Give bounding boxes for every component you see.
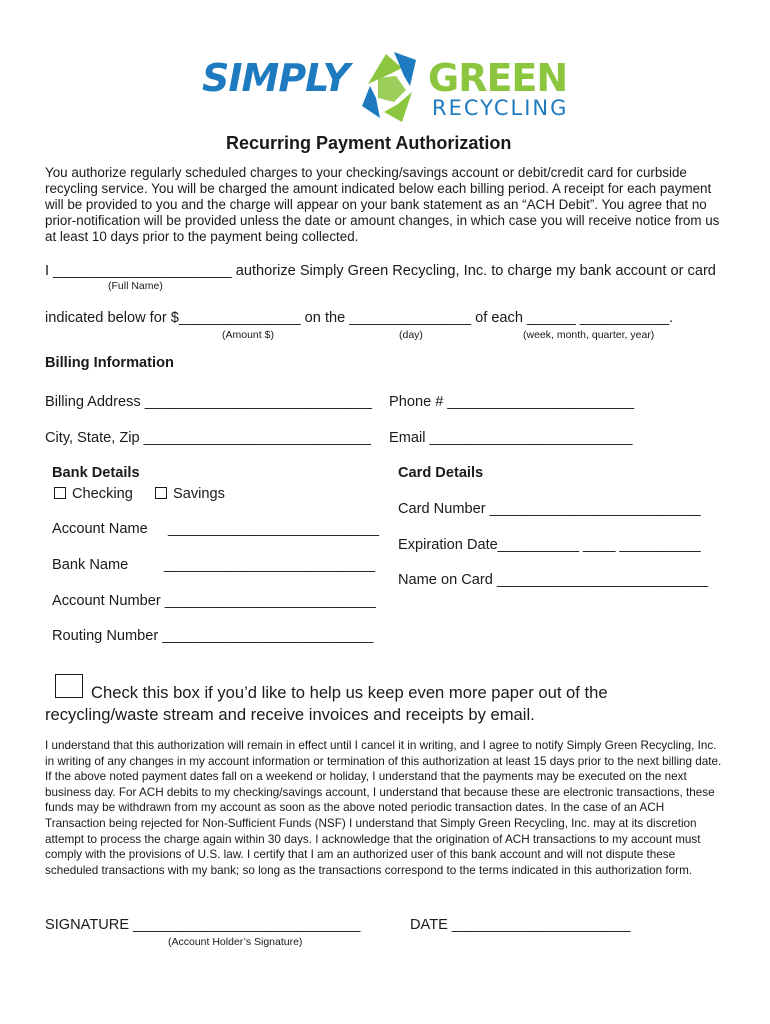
savings-label: Savings bbox=[173, 486, 225, 502]
account-name-field[interactable]: __________________________ bbox=[168, 521, 380, 537]
company-logo bbox=[200, 44, 580, 130]
period-hint: (week, month, quarter, year) bbox=[523, 329, 655, 341]
checking-checkbox[interactable] bbox=[54, 487, 66, 499]
amount-hint: (Amount $) bbox=[222, 329, 274, 341]
full-name-hint: (Full Name) bbox=[108, 280, 163, 292]
checking-label: Checking bbox=[72, 486, 133, 502]
logo-word-simply: SIMPLY bbox=[202, 56, 349, 100]
savings-option[interactable] bbox=[155, 486, 225, 502]
account-name-label: Account Name bbox=[52, 521, 148, 537]
logo-word-recycling: RECYCLING bbox=[432, 96, 569, 120]
page-title: Recurring Payment Authorization bbox=[226, 133, 512, 153]
paperless-checkbox[interactable] bbox=[55, 674, 83, 698]
bank-name-field[interactable]: __________________________ bbox=[164, 557, 376, 573]
email-field[interactable]: Email _________________________ bbox=[389, 430, 633, 446]
legal-paragraph: I understand that this authorization will remain in effect until I cancel it in writing, and I agree to notify Simply Green Recycling, Inc. in writing of any changes in my account information or termination of this authorization at least 15 days prior to the next billing date. If the above noted payment dates fall on a weekend or holiday, I understand that the payments may be executed on the next business day. For ACH debits to my checking/savings account, I understand that because these are electronic transactions, these funds may be withdrawn from my account as soon as the above noted periodic transaction dates. In the case of an ACH Transaction being rejected for Non-Sufficient Funds (NSF) I understand that Simply Green Recycling, Inc. may at its discretion attempt to process the charge again within 30 days. I acknowledge that the origination of ACH transactions to my account must comply with the provisions of U.S. law. I certify that I am an authorized user of this bank account and will not dispute these scheduled transactions with my bank; so long as the transactions correspond to the terms indicated in this authorization form. bbox=[45, 739, 722, 877]
amount-line[interactable]: indicated below for $_______________ on the _______________ of each ______ ___________. bbox=[45, 310, 674, 326]
authorize-line[interactable]: I ______________________ authorize Simply Green Recycling, Inc. to charge my bank account or card bbox=[45, 263, 716, 279]
card-number-field[interactable]: Card Number __________________________ bbox=[398, 501, 701, 517]
phone-field[interactable]: Phone # _______________________ bbox=[389, 394, 635, 410]
name-on-card-field[interactable]: Name on Card __________________________ bbox=[398, 572, 708, 588]
city-state-zip-field[interactable]: City, State, Zip ____________________________ bbox=[45, 430, 371, 446]
signature-field[interactable]: SIGNATURE ____________________________ bbox=[45, 917, 361, 933]
intro-paragraph: You authorize regularly scheduled charges to your checking/savings account or debit/credit card for curbside recycling service. You will be charged the amount indicated below each billing period. A receipt for each payment will be provided to you and the charge will appear on your bank statement as an “ACH Debit”. You agree that no prior-notification will be provided unless the date or amount changes, in which case you will receive notice from us at least 10 days prior to the payment being collected. bbox=[45, 165, 720, 244]
signature-hint: (Account Holder’s Signature) bbox=[168, 936, 303, 948]
bank-name-label: Bank Name bbox=[52, 557, 129, 573]
checking-option[interactable] bbox=[54, 486, 133, 502]
day-hint: (day) bbox=[399, 329, 423, 341]
routing-number-field[interactable]: Routing Number __________________________ bbox=[52, 628, 374, 644]
paperless-line-1: Check this box if you’d like to help us keep even more paper out of the bbox=[91, 683, 608, 702]
billing-heading: Billing Information bbox=[45, 355, 174, 371]
logo-word-green: GREEN bbox=[428, 56, 568, 100]
card-details-heading: Card Details bbox=[398, 465, 484, 481]
paperless-line-2: recycling/waste stream and receive invoices and receipts by email. bbox=[45, 705, 535, 724]
savings-checkbox[interactable] bbox=[155, 487, 167, 499]
expiration-date-field[interactable]: Expiration Date__________ ____ __________ bbox=[398, 537, 701, 553]
bank-details-heading: Bank Details bbox=[52, 465, 140, 481]
recycle-arrows-icon bbox=[350, 46, 432, 128]
billing-address-field[interactable]: Billing Address ____________________________ bbox=[45, 394, 373, 410]
date-field[interactable]: DATE ______________________ bbox=[410, 917, 631, 933]
account-number-field[interactable]: Account Number __________________________ bbox=[52, 593, 376, 609]
